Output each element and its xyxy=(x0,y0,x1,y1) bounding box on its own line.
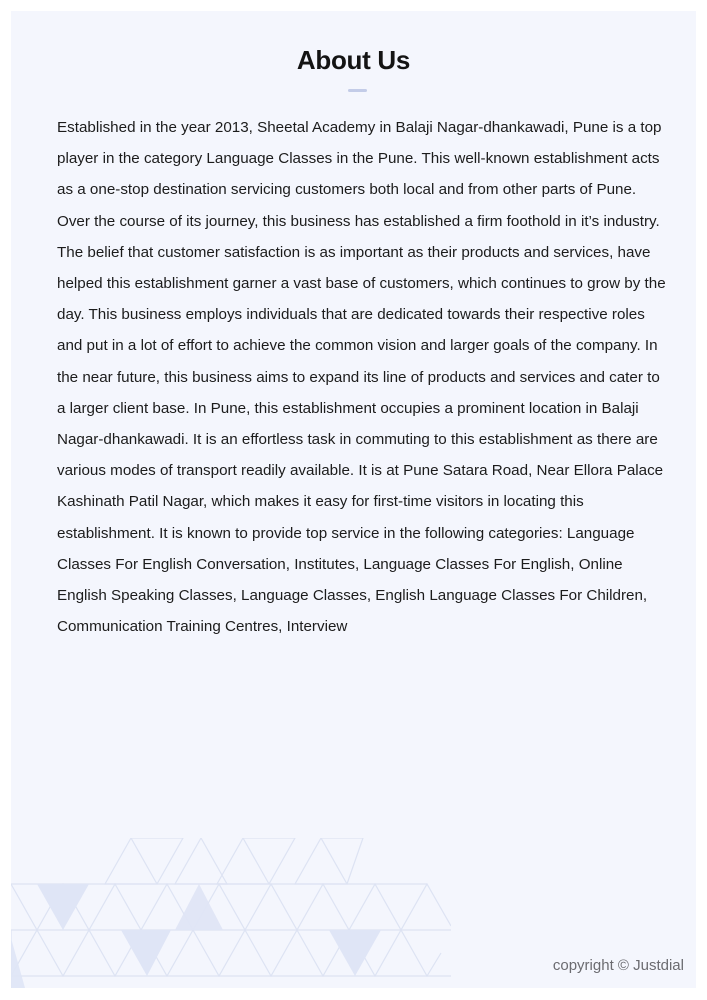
copyright-text: copyright © Justdial xyxy=(552,957,684,974)
triangle-pattern-decoration xyxy=(11,838,451,988)
about-us-page xyxy=(11,11,696,988)
page-title: About Us xyxy=(296,45,411,75)
title-underline xyxy=(348,89,367,92)
about-us-body-text: Established in the year 2013, Sheetal Academy in Balaji Nagar-dhankawadi, Pune is a top player in the category Language Classes in the Pune. This well-known establishment acts as a one-stop destination servicing customers both local and from other parts of Pune. Over the course of its journey, this business has established a firm foothold in it’s industry. The belief that customer satisfaction is as important as their products and services, have helped this establishment garner a vast base of customers, which continues to grow by the day. This business employs individuals that are dedicated towards their respective roles and put in a lot of effort to achieve the common vision and larger goals of the company. In the near future, this business aims to expand its line of products and services and cater to a larger client base. In Pune, this establishment occupies a prominent location in Balaji Nagar-dhankawadi. It is an effortless task in commuting to this establishment as there are various modes of transport readily available. It is at Pune Satara Road, Near Ellora Palace Kashinath Patil Nagar, which makes it easy for first-time visitors in locating this establishment. It is known to provide top service in the following categories: Language Classes For English Conversation, Institutes, Language Classes For English, Online English Speaking Classes, Language Classes, English Language Classes For Children, Communication Training Centres, Interview xyxy=(57,119,666,636)
